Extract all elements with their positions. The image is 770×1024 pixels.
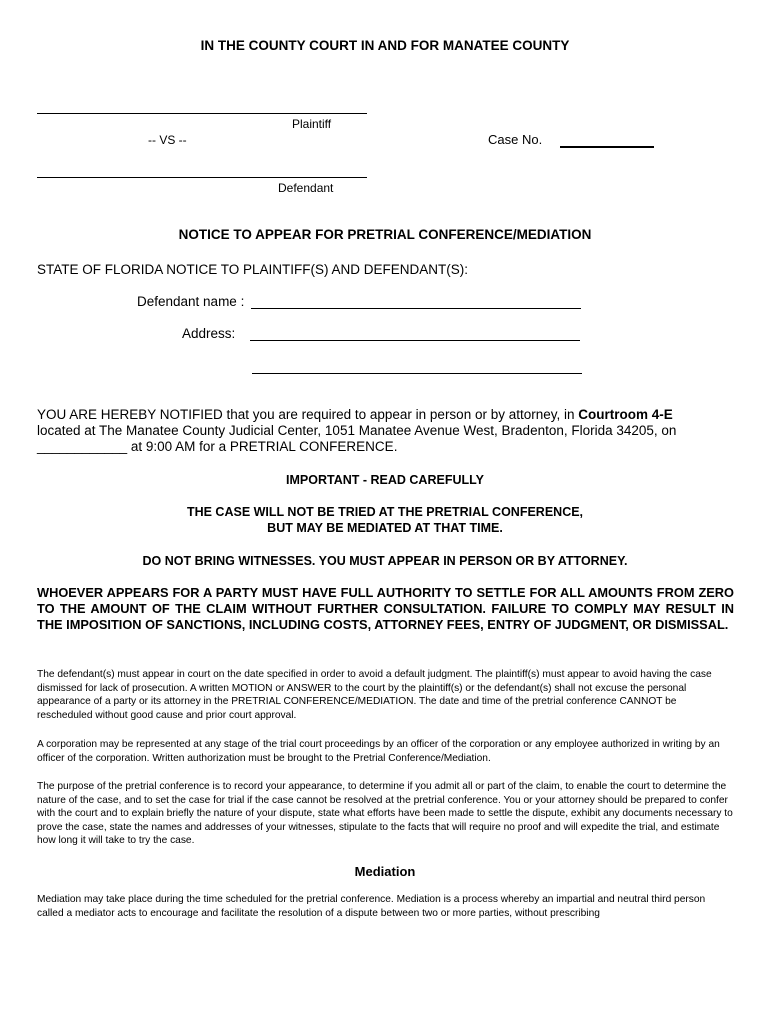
appearance-paragraph: The defendant(s) must appear in court on the date specified in order to avoid a default judgment. The plaintiff(s) must appear to avoid having the case dismissed for lack of prosecution. A written MOTION or ANSWER to the court by the plaintiff(s) or the defendant(s) shall not excuse the personal appearance of a party or its attorney in the PRETRIAL CONFERENCE/MEDIATION. The date and time of the pretrial conference CANNOT be rescheduled without good cause and prior court approval. xyxy=(37,669,712,721)
defendant-label: Defendant xyxy=(278,181,334,195)
case-no-label: Case No. xyxy=(488,132,543,147)
courtroom-number: Courtroom 4-E xyxy=(578,407,673,422)
notified-paragraph xyxy=(37,407,737,455)
vs-label: -- VS -- xyxy=(148,133,187,147)
authority-warning: WHOEVER APPEARS FOR A PARTY MUST HAVE FULL AUTHORITY TO SETTLE FOR ALL AMOUNTS FROM ZERO TO THE AMOUNT OF THE CLAIM WITHOUT FURTHER CONSULTATION. FAILURE TO COMPLY MAY RESULT IN THE IMPOSITION OF SANCTIONS, INCLUDING COSTS, ATTORNEY FEES, ENTRY OF JUDGMENT, OR DISMISSAL. xyxy=(37,585,734,632)
hearing-time-text: at 9:00 AM for a PRETRIAL CONFERENCE. xyxy=(127,439,398,454)
corporation-paragraph: A corporation may be represented at any stage of the trial court proceedings by an officer of the corporation or any employee authorized in writing by an officer of the corporation. Written authorization must be brought to the Pretrial Conference/Mediation. xyxy=(37,739,720,764)
case-not-tried-line-1: THE CASE WILL NOT BE TRIED AT THE PRETRIAL CONFERENCE, xyxy=(186,505,584,519)
plaintiff-line xyxy=(37,101,367,114)
no-witnesses-notice: DO NOT BRING WITNESSES. YOU MUST APPEAR IN PERSON OR BY ATTORNEY. xyxy=(142,554,628,568)
purpose-paragraph: The purpose of the pretrial conference is to record your appearance, to determine if you admit all or part of the claim, to enable the court to determine the nature of the case, and to set the case for trial if the case cannot be resolved at the pretrial conference. You or your attorney should be prepared to confer with the court and to explain briefly the nature of your dispute, state what efforts have been made to settle the dispute, exhibit any documents necessary to prove the case, state the names and addresses of your witnesses, stipulate to the facts that will require no proof and will expedite the trial, and estimate how long it will take to try the case. xyxy=(37,781,733,846)
notified-location: located at The Manatee County Judicial Center, 1051 Manatee Avenue West, Bradenton, Florida 34205, on xyxy=(37,423,677,438)
defendant-line xyxy=(37,165,367,178)
defendant-name-label: Defendant name : xyxy=(137,294,245,309)
mediation-heading: Mediation xyxy=(354,864,416,879)
address-label: Address: xyxy=(182,326,236,341)
notified-intro: YOU ARE HEREBY NOTIFIED that you are required to appear in person or by attorney, in xyxy=(37,407,579,422)
mediation-paragraph: Mediation may take place during the time scheduled for the pretrial conference. Mediation is a process whereby an impartial and neutral third person called a mediator acts to encourage and facilitate the resolution of a dispute between two or more parties, without prescribing xyxy=(37,894,706,919)
notice-title: NOTICE TO APPEAR FOR PRETRIAL CONFERENCE/MEDIATION xyxy=(178,227,592,242)
plaintiff-label: Plaintiff xyxy=(292,117,332,131)
addressee-line: STATE OF FLORIDA NOTICE TO PLAINTIFF(S) AND DEFENDANT(S): xyxy=(37,262,469,277)
case-no-blank[interactable] xyxy=(560,134,654,148)
defendant-name-blank[interactable] xyxy=(251,296,581,309)
address-blank-1[interactable] xyxy=(250,328,580,341)
important-heading: IMPORTANT - READ CAREFULLY xyxy=(286,473,484,487)
address-blank-2[interactable] xyxy=(252,361,582,374)
court-title: IN THE COUNTY COURT IN AND FOR MANATEE COUNTY xyxy=(200,38,570,53)
case-not-tried-line-2: BUT MAY BE MEDIATED AT THAT TIME. xyxy=(267,521,503,535)
hearing-date-blank[interactable]: ____________ xyxy=(37,439,128,454)
